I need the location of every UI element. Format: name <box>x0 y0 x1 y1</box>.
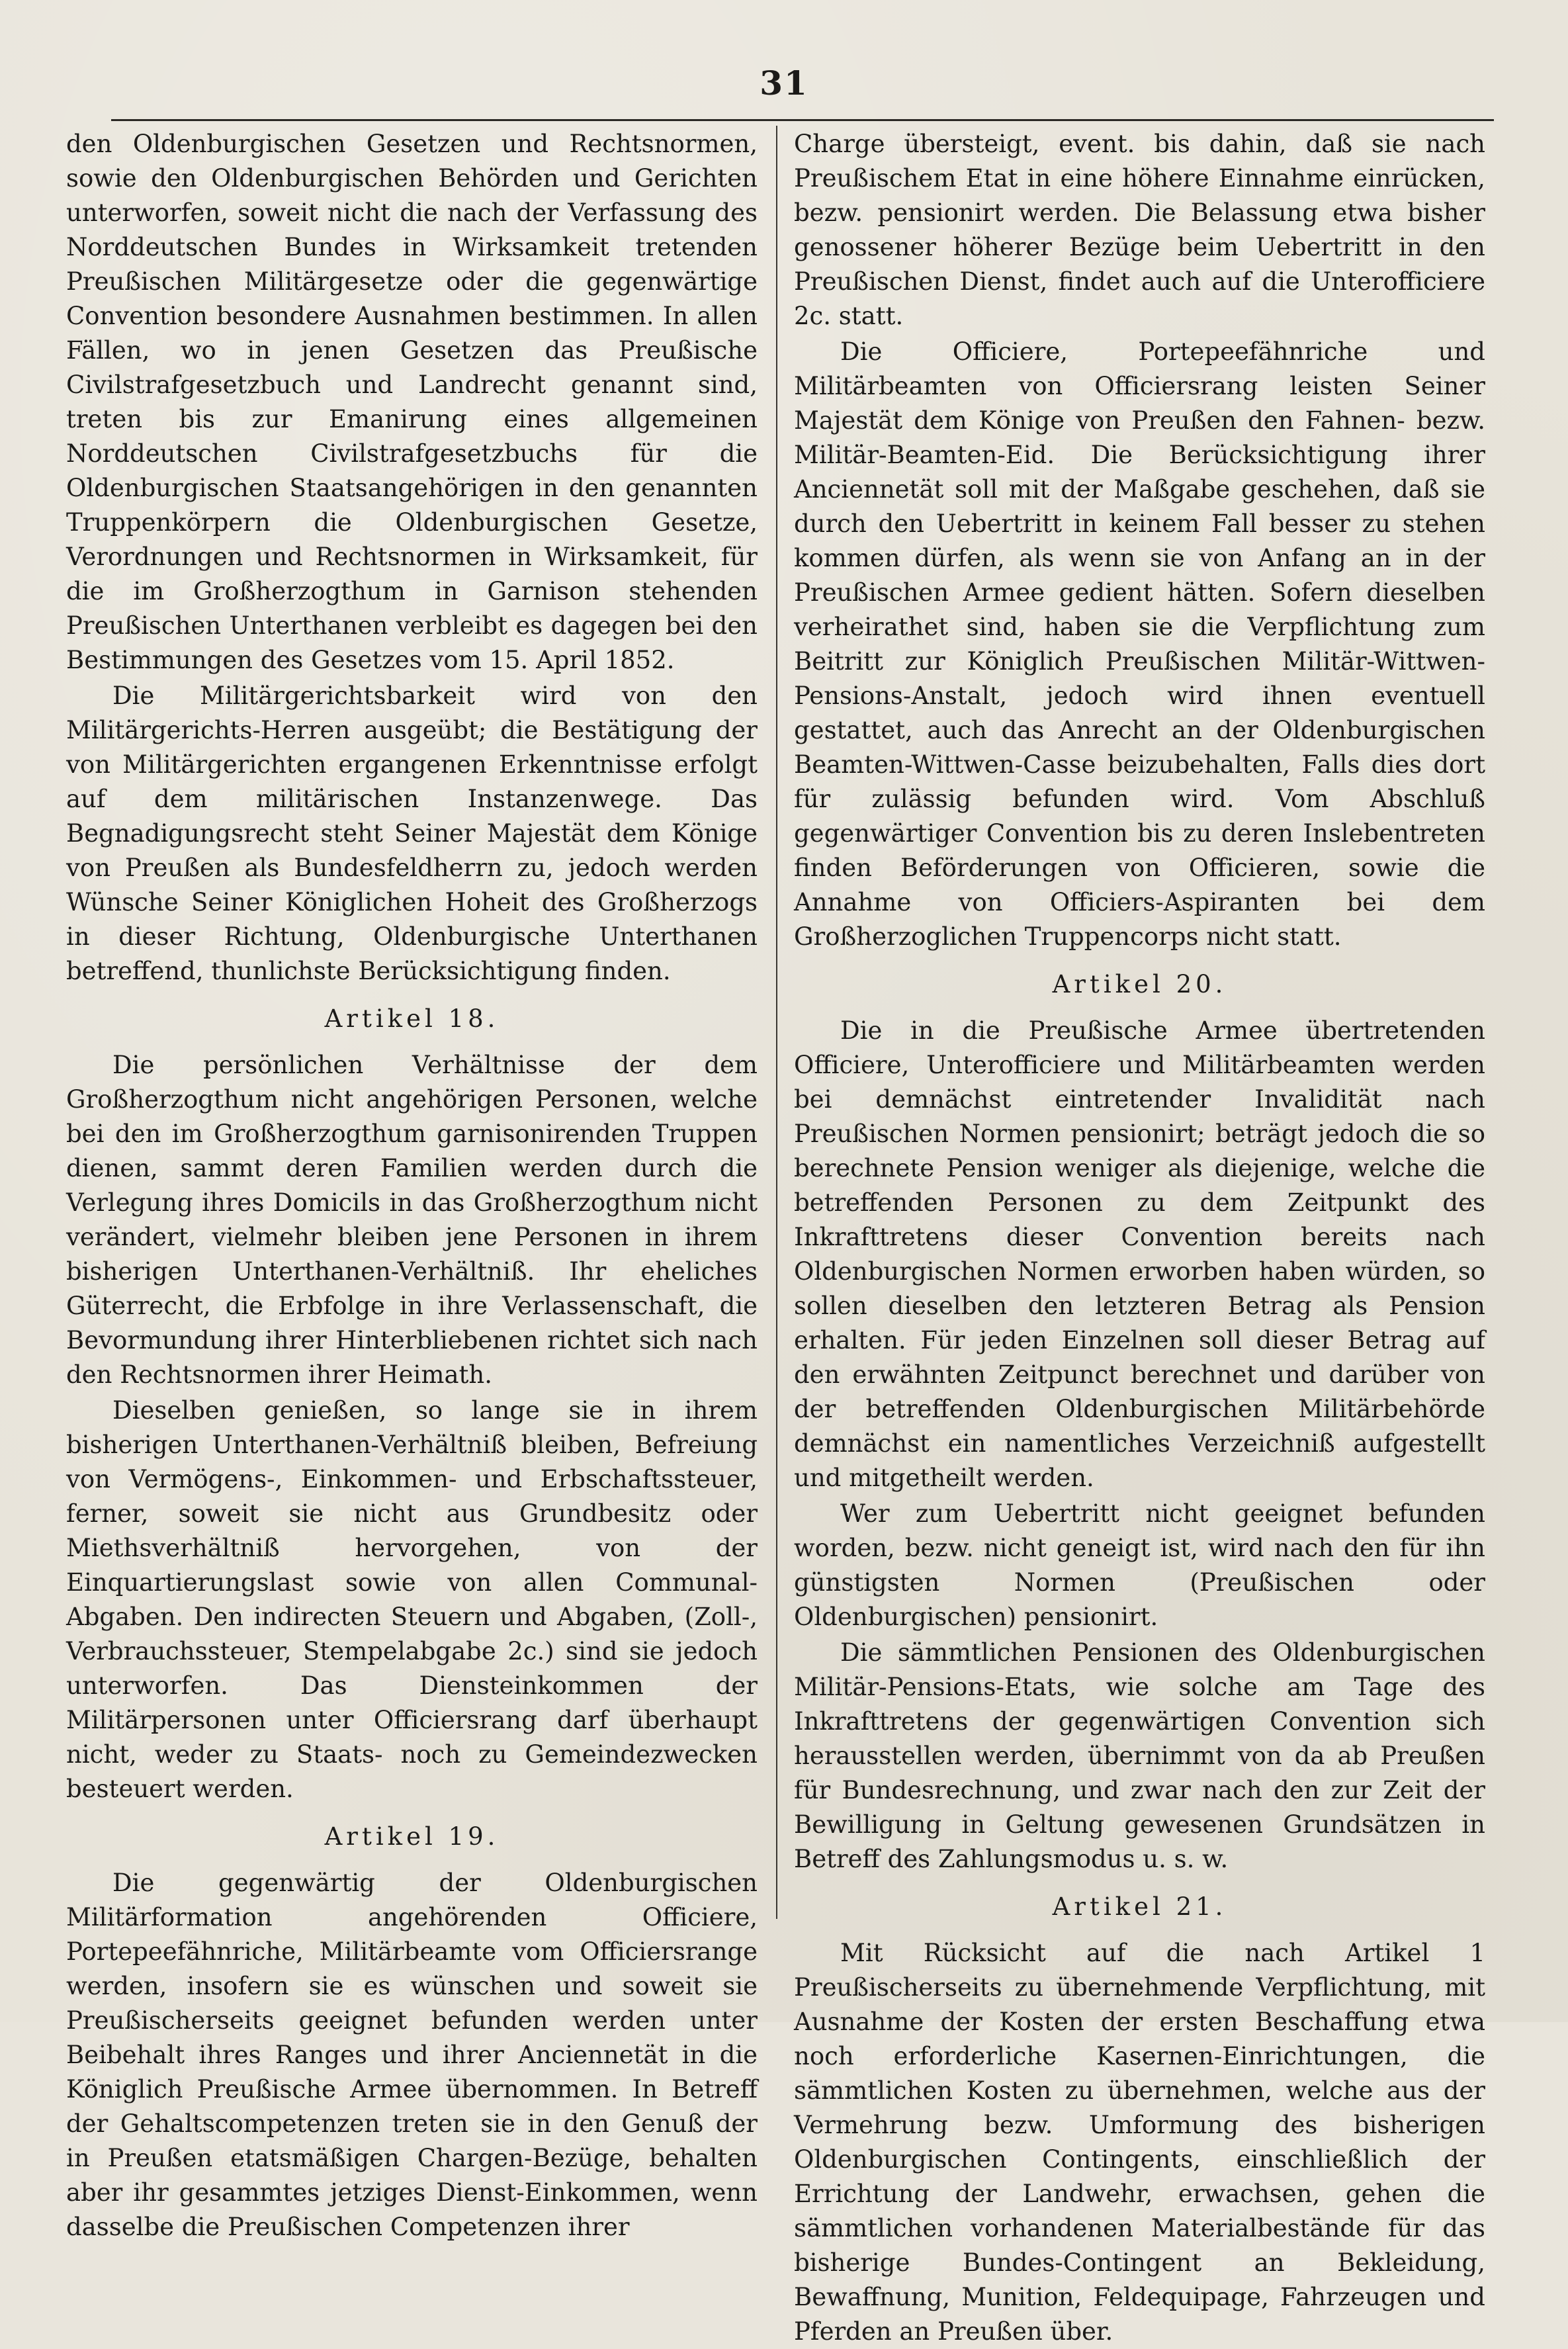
paragraph: Die Officiere, Portepeefähnriche und Militärbeamten von Officiersrang leisten Seiner Majestät dem Könige von Preußen den Fahnen- bezw. Militär-Beamten-Eid. Die Berücksichtigung ihrer Anciennetät soll mit der Maßgabe geschehen, daß sie durch den Uebertritt in keinem Fall besser zu stehen kommen dürfen, als wenn sie von Anfang an in der Preußischen Armee gedient hätten. Sofern dieselben verheirathet sind, haben sie die Verpflichtung zum Beitritt zur Königlich Preußischen Militär-Wittwen-Pensions-Anstalt, jedoch wird ihnen eventuell gestattet, auch das Anrecht an der Oldenburgischen Beamten-Wittwen-Casse beizubehalten, Falls dies dort für zulässig befunden wird. Vom Abschluß gegenwärtiger Convention bis zu deren Inslebentreten finden Beförderungen von Officieren, sowie die Annahme von Officiers-Aspiranten bei dem Großherzoglichen Truppencorps nicht statt. <box>794 337 1485 951</box>
paragraph: Die Militärgerichtsbarkeit wird von den Militärgerichts-Herren ausgeübt; die Bestätigung der von Militärgerichten ergangenen Erkenntnisse erfolgt auf dem militärischen Instanzenwege. Das Begnadigungsrecht steht Seiner Majestät dem Könige von Preußen als Bundesfeldherrn zu, jedoch werden Wünsche Seiner Königlichen Hoheit des Großherzogs in dieser Richtung, Oldenburgische Unterthanen betreffend, thunlichste Berücksichtigung finden. <box>66 682 758 985</box>
article-heading-21: Artikel 21. <box>1052 1892 1227 1921</box>
article-heading-20: Artikel 20. <box>1052 970 1227 998</box>
article-heading-19: Artikel 19. <box>324 1822 500 1851</box>
header-rule <box>111 119 1494 121</box>
paragraph: Wer zum Uebertritt nicht geeignet befunden worden, bezw. nicht geneigt ist, wird nach den für ihn günstigsten Normen (Preußischen oder Oldenburgischen) pensionirt. <box>794 1499 1485 1631</box>
paragraph: Dieselben genießen, so lange sie in ihrem bisherigen Unterthanen-Verhältniß bleiben, Befreiung von Vermögens-, Einkommen- und Erbschaftssteuer, ferner, soweit sie nicht aus Grundbesitz oder Miethsverhältniß hervorgehen, von der Einquartierungslast sowie von allen Communal-Abgaben. Den indirecten Steuern und Abgaben, (Zoll-, Verbrauchssteuer, Stempelabgabe 2c.) sind sie jedoch unterworfen. Das Diensteinkommen der Militärpersonen unter Officiersrang darf überhaupt nicht, weder zu Staats- noch zu Gemeindezwecken besteuert werden. <box>66 1396 758 1803</box>
right-column <box>794 127 1485 2349</box>
paragraph: Die sämmtlichen Pensionen des Oldenburgischen Militär-Pensions-Etats, wie solche am Tage des Inkrafttretens der gegenwärtigen Convention sich herausstellen werden, übernimmt von da ab Preußen für Bundesrechnung, und zwar nach den zur Zeit der Bewilligung in Geltung gewesenen Grundsätzen in Betreff des Zahlungsmodus u. s. w. <box>794 1638 1485 1873</box>
paragraph: den Oldenburgischen Gesetzen und Rechtsnormen, sowie den Oldenburgischen Behörden und Gerichten unterworfen, soweit nicht die nach der Verfassung des Norddeutschen Bundes in Wirksamkeit tretenden Preußischen Militärgesetze oder die gegenwärtige Convention besondere Ausnahmen bestimmen. In allen Fällen, wo in jenen Gesetzen das Preußische Civilstrafgesetzbuch und Landrecht genannt sind, treten bis zur Emanirung eines allgemeinen Norddeutschen Civilstrafgesetzbuchs für die Oldenburgischen Staatsangehörigen in den genannten Truppenkörpern die Oldenburgischen Gesetze, Verordnungen und Rechtsnormen in Wirksamkeit, für die im Großherzogthum in Garnison stehenden Preußischen Unterthanen verbleibt es dagegen bei den Bestimmungen des Gesetzes vom 15. April 1852. <box>66 130 758 674</box>
paragraph: Charge übersteigt, event. bis dahin, daß sie nach Preußischem Etat in eine höhere Einnahme einrücken, bezw. pensionirt werden. Die Belassung etwa bisher genossener höherer Bezüge beim Uebertritt in den Preußischen Dienst, findet auch auf die Unterofficiere 2c. statt. <box>794 130 1485 330</box>
paragraph: Mit Rücksicht auf die nach Artikel 1 Preußischerseits zu übernehmende Verpflichtung, mit Ausnahme der Kosten der ersten Beschaffung etwa noch erforderliche Kasernen-Einrichtungen, die sämmtlichen Kosten zu übernehmen, welche aus der Vermehrung bezw. Umformung des bisherigen Oldenburgischen Contingents, einschließlich der Errichtung der Landwehr, erwachsen, gehen die sämmtlichen vorhandenen Materialbestände für das bisherige Bundes-Contingent an Bekleidung, Bewaffnung, Munition, Feldequipage, Fahrzeugen und Pferden an Preußen über. <box>794 1939 1485 2346</box>
left-column <box>66 127 758 2244</box>
article-heading-18: Artikel 18. <box>324 1004 500 1033</box>
column-divider <box>776 126 777 1919</box>
paragraph: Die persönlichen Verhältnisse der dem Großherzogthum nicht angehörigen Personen, welche bei den im Großherzogthum garnisonirenden Truppen dienen, sammt deren Familien werden durch die Verlegung ihres Domicils in das Großherzogthum nicht verändert, vielmehr bleiben jene Personen in ihrem bisherigen Unterthanen-Verhältniß. Ihr eheliches Güterrecht, die Erbfolge in ihre Verlassenschaft, die Bevormundung ihrer Hinterbliebenen richtet sich nach den Rechtsnormen ihrer Heimath. <box>66 1051 758 1389</box>
paragraph: Die gegenwärtig der Oldenburgischen Militärformation angehörenden Officiere, Portepeefähnriche, Militärbeamte vom Officiersrange werden, insofern sie es wünschen und soweit sie Preußischerseits geeignet befunden werden unter Beibehalt ihres Ranges und ihrer Anciennetät in die Königlich Preußische Armee übernommen. In Betreff der Gehaltscompetenzen treten sie in den Genuß der in Preußen etatsmäßigen Chargen-Bezüge, behalten aber ihr gesammtes jetziges Dienst-Einkommen, wenn dasselbe die Preußischen Competenzen ihrer <box>66 1869 758 2241</box>
paragraph: Die in die Preußische Armee übertretenden Officiere, Unterofficiere und Militärbeamten werden bei demnächst eintretender Invalidität nach Preußischen Normen pensionirt; beträgt jedoch die so berechnete Pension weniger als diejenige, welche die betreffenden Personen zu dem Zeitpunkt des Inkrafttretens dieser Convention bereits nach Oldenburgischen Normen erworben haben würden, so sollen dieselben den letzteren Betrag als Pension erhalten. Für jeden Einzelnen soll dieser Betrag auf den erwähnten Zeitpunct berechnet und darüber von der betreffenden Oldenburgischen Militärbehörde demnächst ein namentliches Verzeichniß aufgestellt und mitgetheilt werden. <box>794 1016 1485 1492</box>
page-number: 31 <box>760 64 808 103</box>
